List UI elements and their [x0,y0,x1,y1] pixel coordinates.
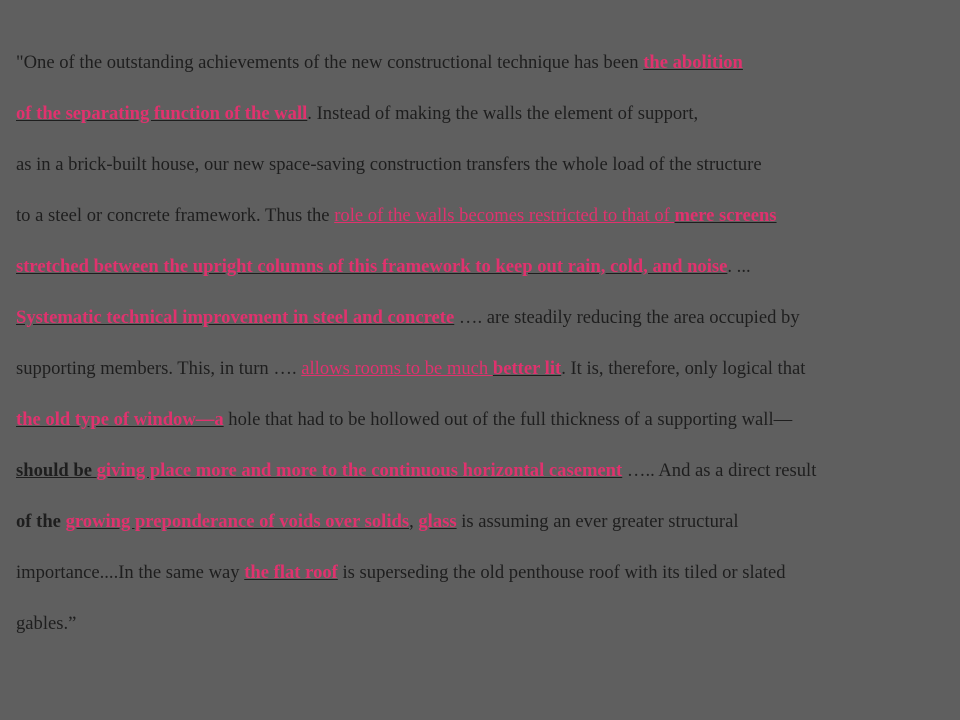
quote-text: …. are steadily reducing the area occupied by [454,307,800,328]
quote-line [16,52,946,74]
quote-text: is assuming an ever greater structural [456,511,739,532]
quote-line [16,103,946,125]
highlight-text: giving place more and more to the continuous horizontal casement [96,460,623,481]
highlight-text: better lit [492,358,562,379]
highlight-text: the old type of window—a [16,409,224,430]
emphasis-text: of the [16,511,66,532]
quote-text: ….. And as a direct result [622,460,817,481]
highlight-text: allows rooms to be much [301,358,493,379]
quote-block [16,52,946,664]
quote-line [16,358,946,380]
quote-line [16,154,946,176]
quote-text: gables.” [16,613,77,634]
highlight-text: Systematic technical improvement in steel and concrete [16,307,455,328]
quote-line [16,562,946,584]
quote-text: to a steel or concrete framework. Thus the [16,205,335,226]
highlight-text: the abolition [643,52,743,73]
quote-line [16,460,946,482]
quote-text: as in a brick-built house, our new space-saving construction transfers the whole load of the structure [16,154,762,175]
quote-text: importance....In the same way [16,562,245,583]
highlight-text: growing preponderance of voids over solids [65,511,410,532]
quote-line [16,256,946,278]
quote-text: . It is, therefore, only logical that [561,358,806,379]
quote-line [16,307,946,329]
quote-line [16,409,946,431]
quote-line [16,511,946,533]
quote-text: "One of the outstanding achievements of the new constructional technique has been [16,52,644,73]
quote-text: , [409,511,419,532]
quote-text: . ... [727,256,751,277]
quote-text: hole that had to be hollowed out of the full thickness of a supporting wall— [223,409,793,430]
highlight-text: the flat roof [244,562,338,583]
emphasis-text: should be [16,460,97,481]
highlight-text: glass [418,511,457,532]
quote-line [16,205,946,227]
quote-text: supporting members. This, in turn …. [16,358,302,379]
highlight-text: role of the walls becomes restricted to that of [334,205,675,226]
quote-line [16,613,946,635]
quote-text: . Instead of making the walls the element of support, [307,103,699,124]
highlight-text: stretched between the upright columns of this framework to keep out rain, cold, and noise [16,256,728,277]
highlight-text: mere screens [674,205,777,226]
quote-text: is superseding the old penthouse roof with its tiled or slated [337,562,786,583]
highlight-text: of the separating function of the wall [16,103,308,124]
